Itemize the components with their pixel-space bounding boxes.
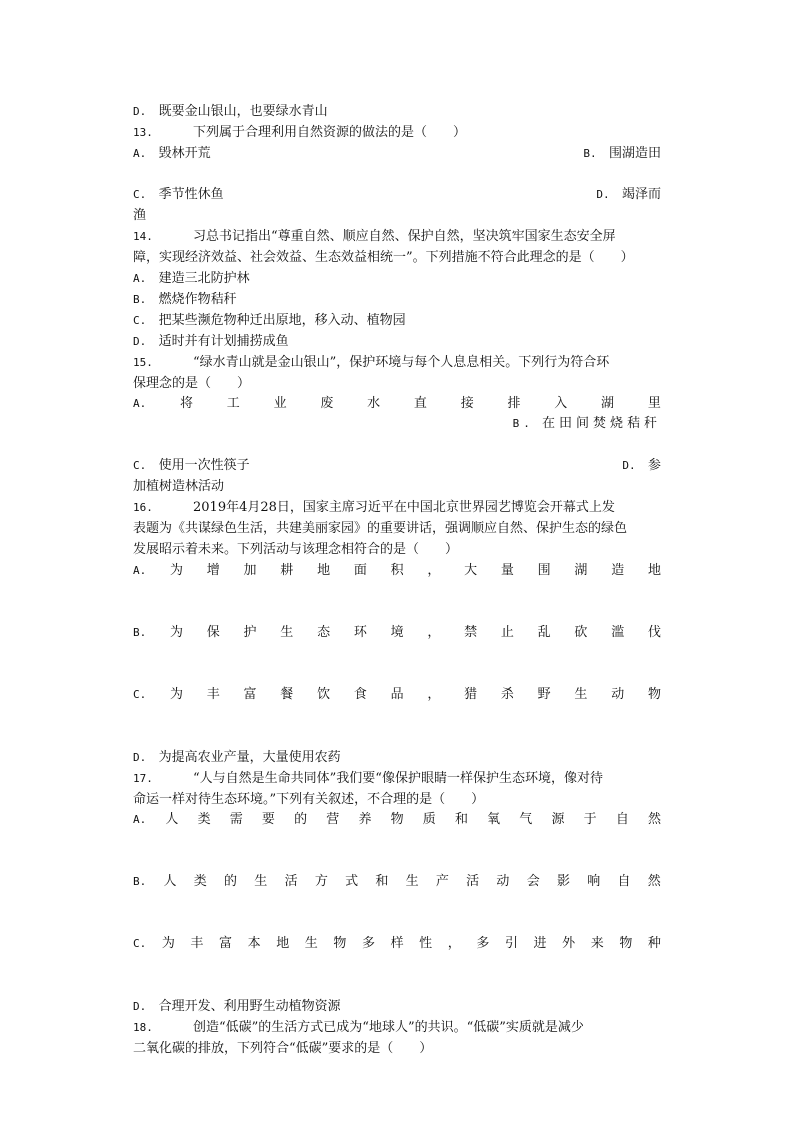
q13-options-ab: A. 毁林开荒 B. 围湖造田 — [133, 146, 661, 161]
q13-option-d-wrap: 渔 — [133, 208, 147, 223]
q15-option-a: A. 将 工 业 废 水 直 接 排 入 湖 里 — [133, 396, 661, 411]
q14-stem-cont: 障，实现经济效益、社会效益、生态效益相统一”。下列措施不符合此理念的是（ ） — [133, 250, 634, 265]
q17-option-d: D. 合理开发、利用野生动植物资源 — [133, 999, 341, 1014]
q17-stem: 17. “人与自然是生命共同体”我们要“像保护眼睛一样保护生态环境，像对待 — [133, 771, 603, 786]
q16-option-d: D. 为提高农业产量，大量使用农药 — [133, 750, 341, 765]
q17-option-a: A. 人 类 需 要 的 营 养 物 质 和 氧 气 源 于 自 然 — [133, 812, 661, 827]
q18-stem-cont: 二氧化碳的排放，下列符合“低碳”要求的是（ ） — [133, 1041, 433, 1056]
q14-stem: 14. 习总书记指出“尊重自然、顺应自然、保护自然，坚决筑牢国家生态安全屏 — [133, 229, 616, 244]
q17-stem-cont: 命运一样对待生态环境。”下列有关叙述，不合理的是（ ） — [133, 792, 485, 807]
q15-option-d-wrap: 加植树造林活动 — [133, 479, 225, 494]
q16-option-c: C. 为 丰 富 餐 饮 食 品 ， 猎 杀 野 生 动 物 — [133, 687, 661, 702]
q12-option-d: D. 既要金山银山，也要绿水青山 — [133, 104, 328, 119]
q16-stem: 16. 2019年4月28日，国家主席习近平在中国北京世界园艺博览会开幕式上发 — [133, 500, 615, 515]
q15-stem-cont: 保理念的是（ ） — [133, 376, 251, 391]
q16-option-b: B. 为 保 护 生 态 环 境 ， 禁 止 乱 砍 滥 伐 — [133, 625, 661, 640]
q16-stem-cont1: 表题为《共谋绿色生活，共建美丽家园》的重要讲话，强调顺应自然、保护生态的绿色 — [133, 521, 628, 536]
q15-options-cd: C. 使用一次性筷子 D. 参 — [133, 458, 661, 473]
q14-option-b: B. 燃烧作物秸秆 — [133, 292, 237, 307]
q14-option-d: D. 适时并有计划捕捞成鱼 — [133, 334, 289, 349]
q15-option-b: B. 在田间焚烧秸秆 — [512, 416, 661, 431]
q13-stem: 13. 下列属于合理利用自然资源的做法的是（ ） — [133, 125, 467, 140]
q18-stem: 18. 创造“低碳”的生活方式已成为“地球人”的共识。“低碳”实质就是减少 — [133, 1020, 584, 1035]
q14-option-c: C. 把某些濒危物种迁出原地，移入动、植物园 — [133, 313, 406, 328]
q13-options-cd: C. 季节性休鱼 D. 竭泽而 — [133, 187, 661, 202]
q14-option-a: A. 建造三北防护林 — [133, 271, 250, 286]
q15-stem: 15. “绿水青山就是金山银山”，保护环境与每个人息息相关。下列行为符合环 — [133, 355, 610, 370]
q17-option-c: C. 为 丰 富 本 地 生 物 多 样 性 ， 多 引 进 外 来 物 种 — [133, 936, 661, 951]
q16-stem-cont2: 发展昭示着未来。下列活动与该理念相符合的是（ ） — [133, 542, 459, 557]
q17-option-b: B. 人 类 的 生 活 方 式 和 生 产 活 动 会 影 响 自 然 — [133, 874, 661, 889]
q16-option-a: A. 为 增 加 耕 地 面 积 ， 大 量 围 湖 造 地 — [133, 563, 661, 578]
